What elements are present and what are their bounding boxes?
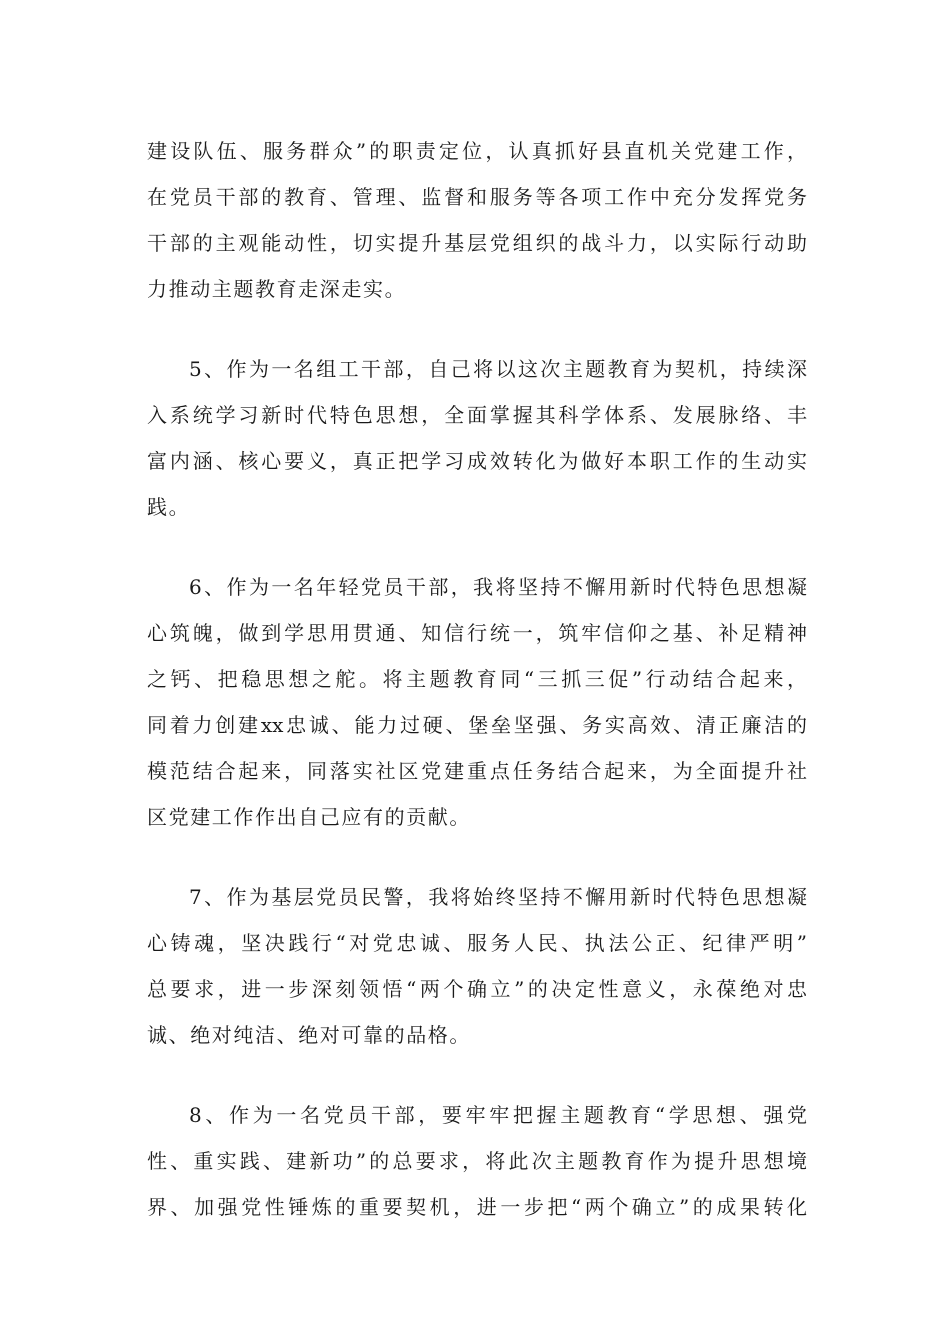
text-line-last: 区党建工作作出自己应有的贡献。 xyxy=(147,805,471,829)
text-line: 富内涵、核心要义，真正把学习成效转化为做好本职工作的生动实 xyxy=(147,449,807,473)
text-line: 之钙、把稳思想之舵。将主题教育同“三抓三促”行动结合起来， xyxy=(147,667,807,691)
text-line: 心铸魂，坚决践行“对党忠诚、服务人民、执法公正、纪律严明” xyxy=(147,931,807,955)
text-line-last: 力推动主题教育走深走实。 xyxy=(147,277,407,301)
text-line-first: 8、作为一名党员干部，要牢牢把握主题教育“学思想、强党 xyxy=(189,1103,807,1127)
text-line-first: 7、作为基层党员民警，我将始终坚持不懈用新时代特色思想凝 xyxy=(189,885,807,909)
text-line-first: 5、作为一名组工干部，自己将以这次主题教育为契机，持续深 xyxy=(189,357,807,381)
paragraph-8 xyxy=(147,1092,807,1230)
text-line: 性、重实践、建新功”的总要求，将此次主题教育作为提升思想境 xyxy=(147,1149,807,1173)
paragraph-6 xyxy=(147,564,807,840)
text-line: 心筑魄，做到学思用贯通、知信行统一，筑牢信仰之基、补足精神 xyxy=(147,621,807,645)
paragraph-5 xyxy=(147,346,807,530)
document-body xyxy=(147,128,807,1230)
paragraph-7 xyxy=(147,874,807,1058)
text-line: 界、加强党性锤炼的重要契机，进一步把“两个确立”的成果转化 xyxy=(147,1195,807,1219)
text-line: 模范结合起来，同落实社区党建重点任务结合起来，为全面提升社 xyxy=(147,759,807,783)
text-line: 在党员干部的教育、管理、监督和服务等各项工作中充分发挥党务 xyxy=(147,185,807,209)
text-line-last: 诚、绝对纯洁、绝对可靠的品格。 xyxy=(147,1023,471,1047)
text-line: 同着力创建xx忠诚、能力过硬、堡垒坚强、务实高效、清正廉洁的 xyxy=(147,713,807,737)
text-line: 总要求，进一步深刻领悟“两个确立”的决定性意义，永葆绝对忠 xyxy=(147,977,807,1001)
paragraph-continued xyxy=(147,128,807,312)
text-line: 干部的主观能动性，切实提升基层党组织的战斗力，以实际行动助 xyxy=(147,231,807,255)
text-line: 建设队伍、服务群众”的职责定位，认真抓好县直机关党建工作， xyxy=(147,139,807,163)
text-line-last: 践。 xyxy=(147,495,191,519)
text-line-first: 6、作为一名年轻党员干部，我将坚持不懈用新时代特色思想凝 xyxy=(189,575,807,599)
text-line: 入系统学习新时代特色思想，全面掌握其科学体系、发展脉络、丰 xyxy=(147,403,807,427)
